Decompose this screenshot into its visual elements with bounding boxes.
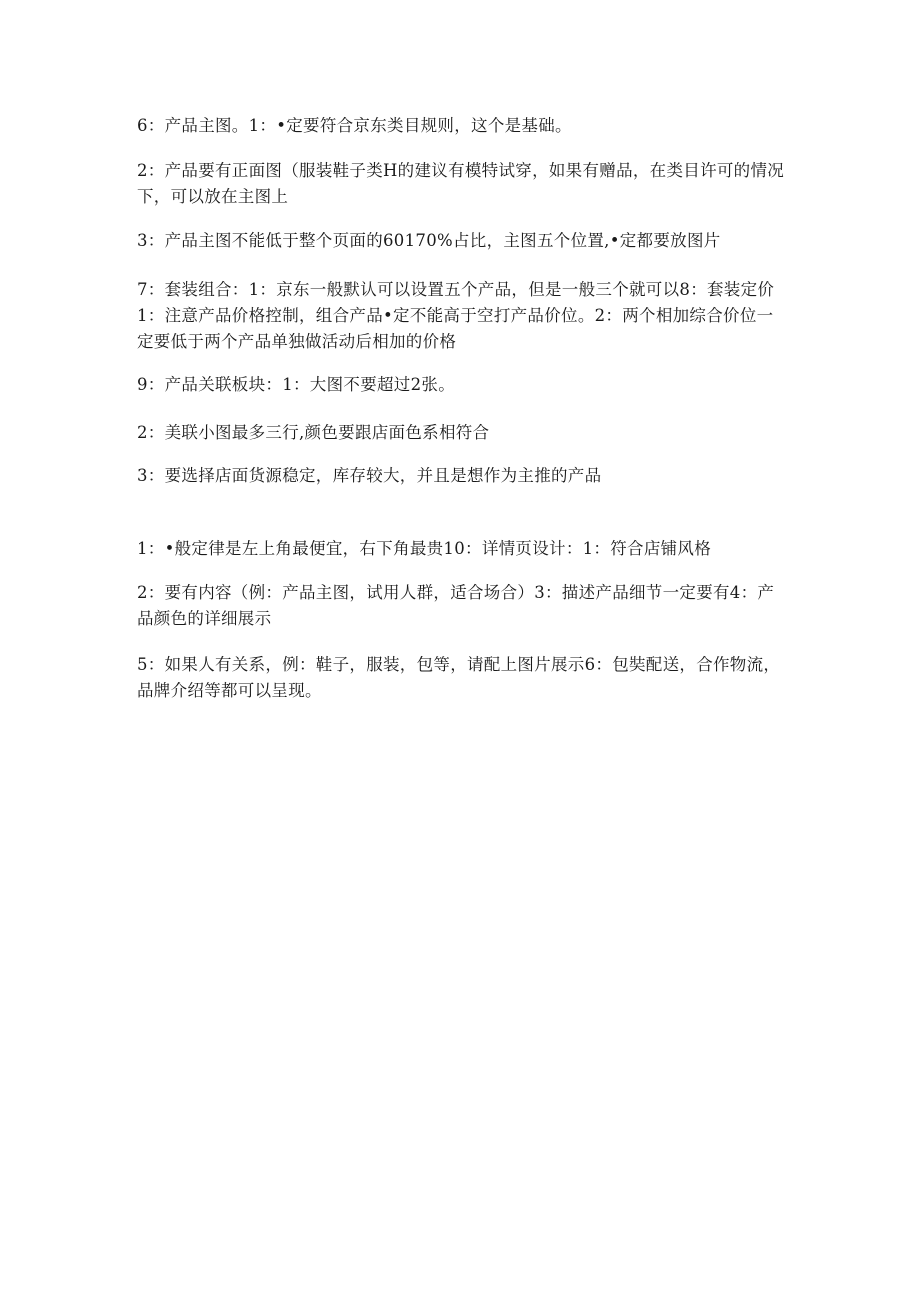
paragraph-detail-content: 2：要有内容（例：产品主图，试用人群，适合场合）3：描述产品细节一定要有4：产品颜色的详细展示 <box>137 583 775 628</box>
paragraph-related-thumbnails: 2：美联小图最多三行,颜色要跟店面色系相符合 <box>137 423 490 442</box>
paragraph-bundle-combo: 7：套装组合：1：京东一般默认可以设置五个产品，但是一般三个就可以8：套装定价1：注意产品价格控制，组合产品•定不能高于空打产品价位。2：两个相加综合价位一定要低于两个产品单独做活动后相加的价格 <box>137 280 775 351</box>
paragraph-related-images: 5：如果人有关系，例：鞋子，服装，包等，请配上图片展示6：包奘配送，合作物流，品牌介绍等都可以呈现。 <box>137 655 781 700</box>
paragraph-front-image: 2：产品要有正面图（服装鞋子类H的建议有模特试穿，如果有赠品，在类目许可的情况下，可以放在主图上 <box>137 161 785 206</box>
paragraph-main-image: 6：产品主图。1：•定要符合京东类目规则，这个是基础。 <box>137 116 572 135</box>
paragraph-stable-supply: 3：要选择店面货源稳定，库存较大，并且是想作为主推的产品 <box>137 466 602 485</box>
paragraph-pricing-rule: 1：•般定律是左上角最便宜，右下角最贵10：详情页设计：1：符合店铺风格 <box>137 539 712 558</box>
paragraph-related-section: 9：产品关联板块：1：大图不要超过2张。 <box>137 375 455 394</box>
paragraph-main-image-ratio: 3：产品主图不能低于整个页面的60170%占比，主图五个位置,•定都要放图片 <box>137 231 721 250</box>
